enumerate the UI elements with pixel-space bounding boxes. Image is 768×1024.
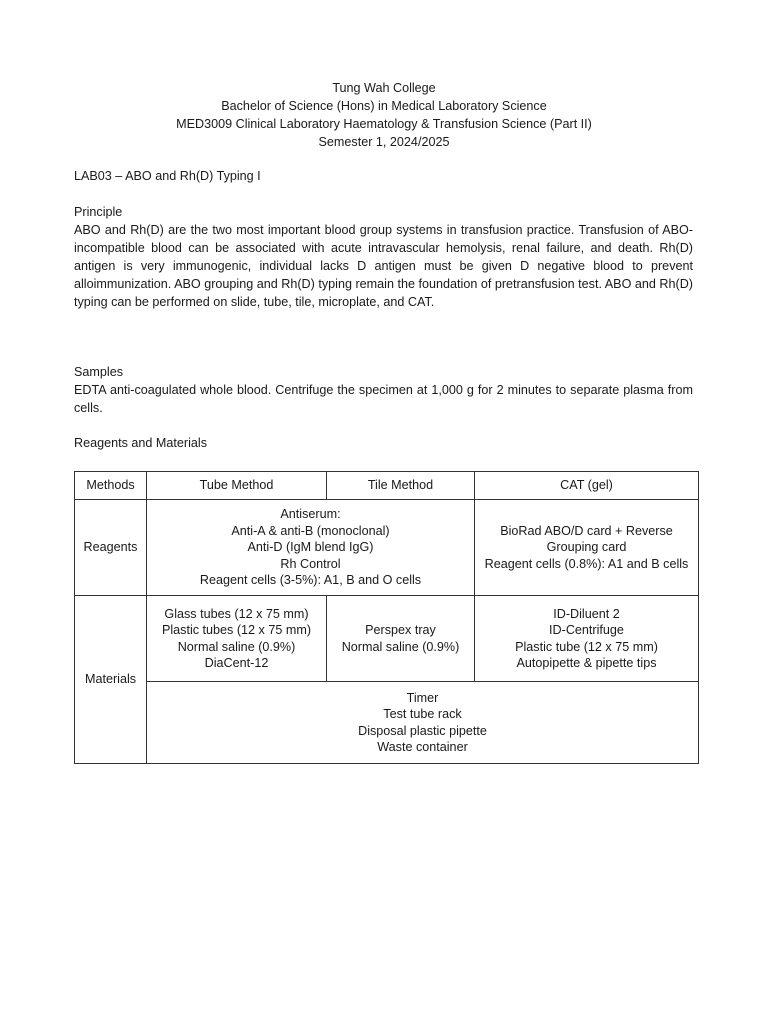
course-name: MED3009 Clinical Laboratory Haematology & Transfusion Science (Part II)	[176, 117, 592, 131]
header-cat-gel: CAT (gel)	[475, 472, 699, 500]
table-cell-line: Anti-D (IgM blend IgG)	[247, 540, 374, 555]
header-tube-method: Tube Method	[147, 472, 327, 500]
table-cell-line: DiaCent-12	[204, 656, 269, 670]
table-cell-line: Antiserum:	[280, 507, 341, 522]
lab-title: LAB03 – ABO and Rh(D) Typing I	[74, 169, 261, 183]
table-cell-line: Plastic tubes (12 x 75 mm)	[161, 623, 312, 637]
materials-label: Materials	[75, 596, 147, 764]
document-header	[0, 79, 768, 151]
table-cell-line: Reagent cells (0.8%): A1 and B cells	[484, 556, 689, 571]
table-cell-line: BioRad ABO/D card + Reverse	[500, 523, 673, 538]
materials-common-row	[75, 682, 699, 764]
table-cell-line: Rh Control	[280, 556, 341, 571]
table-cell-line: Anti-A & anti-B (monoclonal)	[231, 523, 390, 538]
samples-body: EDTA anti-coagulated whole blood. Centrifuge the specimen at 1,000 g for 2 minutes to separate plasma from cells.	[74, 383, 693, 415]
table-cell-line: Perspex tray	[365, 623, 436, 637]
college-name: Tung Wah College	[332, 81, 436, 95]
materials-common-cell	[147, 682, 699, 764]
table-cell-line: ID-Centrifuge	[549, 623, 624, 637]
materials-tube-cell	[147, 596, 327, 682]
table-cell-line: ID-Diluent 2	[553, 606, 620, 621]
principle-body: ABO and Rh(D) are the two most important blood group systems in transfusion practice. Transfusion of ABO-incompatible blood can be associated with acute intravascular hemolysis, renal failure, and death. Rh(D) antigen is very immunogenic, individual lacks D antigen must be given D negative blood to prevent alloimmunization. ABO grouping and Rh(D) typing remain the foundation of pretransfusion test. ABO and Rh(D) typing can be performed on slide, tube, tile, microplate, and CAT.	[74, 223, 693, 309]
table-cell-line: Waste container	[377, 740, 468, 754]
header-methods: Methods	[75, 472, 147, 500]
reagents-label: Reagents	[75, 500, 147, 596]
table-cell-line: Glass tubes (12 x 75 mm)	[164, 606, 309, 621]
header-tile-method: Tile Method	[327, 472, 475, 500]
table-cell-line: Plastic tube (12 x 75 mm)	[515, 639, 658, 654]
principle-heading: Principle	[74, 205, 123, 219]
table-cell-line: Autopipette & pipette tips	[516, 656, 657, 670]
table-cell-line: Normal saline (0.9%)	[177, 639, 296, 654]
materials-cat-cell	[475, 596, 699, 682]
table-cell-line: Normal saline (0.9%)	[341, 639, 460, 654]
reagents-row	[75, 500, 699, 596]
reagents-tube-tile-cell	[147, 500, 475, 596]
reagents-materials-heading: Reagents and Materials	[74, 436, 208, 450]
table-cell-line: Disposal plastic pipette	[358, 723, 487, 738]
materials-row	[75, 596, 699, 682]
semester: Semester 1, 2024/2025	[318, 135, 450, 149]
reagents-cat-cell	[475, 500, 699, 596]
table-header-row	[75, 472, 699, 500]
reagents-materials-table	[74, 471, 699, 764]
programme-name: Bachelor of Science (Hons) in Medical Laboratory Science	[221, 99, 547, 113]
table-cell-line: Grouping card	[546, 540, 627, 555]
samples-heading: Samples	[74, 365, 123, 379]
table-cell-line: Timer	[406, 690, 439, 705]
table-cell-line: Test tube rack	[383, 707, 462, 721]
materials-tile-cell	[327, 596, 475, 682]
table-cell-line: Reagent cells (3-5%): A1, B and O cells	[199, 573, 422, 588]
